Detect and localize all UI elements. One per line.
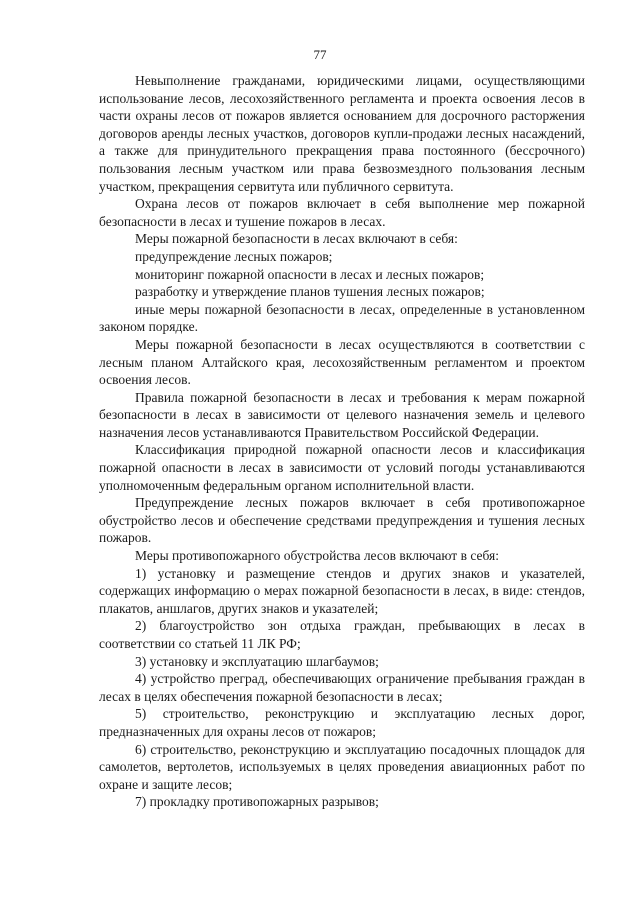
numbered-item: 1) установку и размещение стендов и других знаков и указателей, содержащих информацию о мерах пожарной безопасности в лесах, в виде: стендов, плакатов, аншлагов, других знаков и указателей; bbox=[99, 565, 585, 616]
numbered-item: 4) устройство преград, обеспечивающих ограничение пребывания граждан в лесах в целях обеспечения пожарной безопасности в лесах; bbox=[99, 671, 585, 704]
body-text bbox=[99, 72, 585, 811]
numbered-item: 3) установку и эксплуатацию шлагбаумов; bbox=[135, 653, 379, 669]
list-item: предупреждение лесных пожаров; bbox=[135, 248, 333, 264]
paragraph: Меры пожарной безопасности в лесах осуществляются в соответствии с лесным планом Алтайского края, лесохозяйственным регламентом и проектом освоения лесов. bbox=[99, 336, 585, 388]
numbered-item: 6) строительство, реконструкцию и эксплуатацию посадочных площадок для самолетов, вертолетов, используемых в целях проведения авиационных работ по охране и защите лесов; bbox=[99, 741, 585, 792]
paragraph: Предупреждение лесных пожаров включает в себя противопожарное обустройство лесов и обеспечение средствами предупреждения и тушения лесных пожаров. bbox=[99, 495, 585, 546]
paragraph: Правила пожарной безопасности в лесах и требования к мерам пожарной безопасности в лесах в зависимости от целевого назначения земель и целевого назначения лесов устанавливаются Правительством Российской Федерации. bbox=[99, 389, 585, 440]
paragraph: Меры противопожарного обустройства лесов включают в себя: bbox=[135, 548, 499, 564]
numbered-item: 2) благоустройство зон отдыха граждан, пребывающих в лесах в соответствии со статьей 11 ЛК РФ; bbox=[99, 618, 585, 651]
list-item: разработку и утверждение планов тушения лесных пожаров; bbox=[135, 284, 485, 300]
paragraph: Классификация природной пожарной опасности лесов и классификация пожарной опасности в лесах в зависимости от условий погоды устанавливаются уполномоченным федеральным органом исполнительной власти. bbox=[99, 442, 585, 493]
paragraph: Охрана лесов от пожаров включает в себя выполнение мер пожарной безопасности в лесах и тушение пожаров в лесах. bbox=[99, 196, 585, 229]
list-item: мониторинг пожарной опасности в лесах и лесных пожаров; bbox=[135, 266, 485, 282]
paragraph: Меры пожарной безопасности в лесах включают в себя: bbox=[135, 231, 458, 247]
list-item: иные меры пожарной безопасности в лесах, определенные в установленном законом порядке. bbox=[99, 301, 585, 335]
paragraph: Невыполнение гражданами, юридическими лицами, осуществляющими использование лесов, лесохозяйственного регламента и проекта освоения лесов в части охраны лесов от пожаров является основанием для досрочного расторжения договоров аренды лесных участков, договоров купли-продажи лесных насаждений, а также для принудительного прекращения права постоянного (бессрочного) пользования лесным участком или права безвозмездного пользования лесным участком, прекращения сервитута или публичного сервитута. bbox=[99, 73, 585, 194]
page-number: 77 bbox=[313, 47, 327, 62]
numbered-item: 5) строительство, реконструкцию и эксплуатацию лесных дорог, предназначенных для охраны лесов от пожаров; bbox=[99, 706, 585, 739]
numbered-item: 7) прокладку противопожарных разрывов; bbox=[135, 794, 379, 810]
